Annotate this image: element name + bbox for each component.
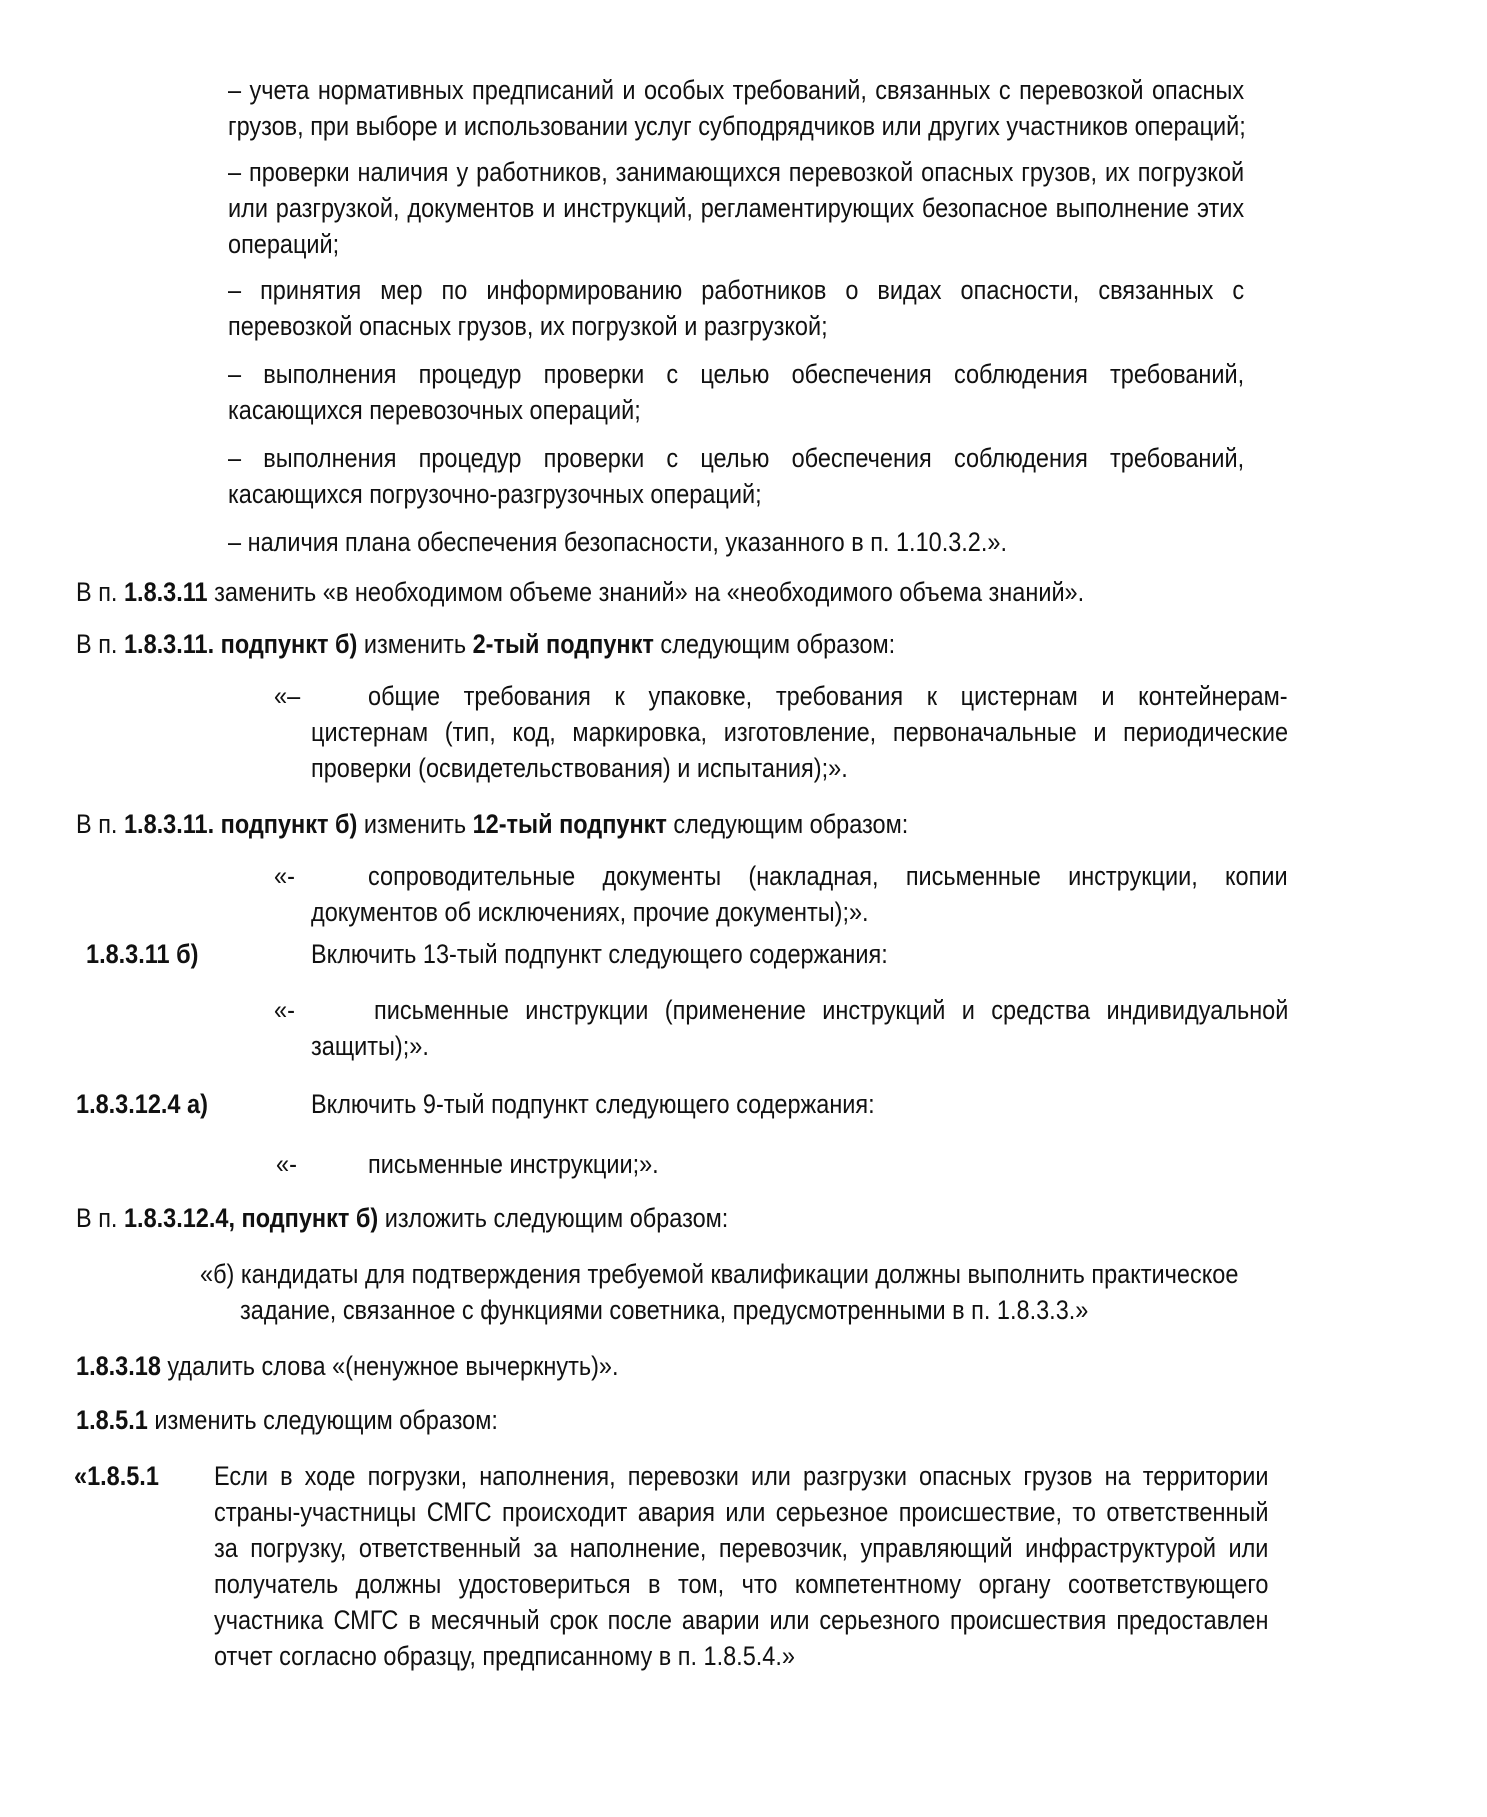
amendment-8-para-line-1: Если в ходе погрузки, наполнения, перевозки или разгрузки опасных грузов на территории xyxy=(214,1461,1269,1491)
amendment-8-para-line-2: страны-участницы СМГС происходит авария или серьезное происшествие, то ответственный xyxy=(214,1497,1269,1527)
amendment-2-prefix: В п. xyxy=(76,629,124,659)
bullet-3-line-2: перевозкой опасных грузов, их погрузкой и разгрузкой; xyxy=(228,311,828,341)
amendment-6-quote-line-2: задание, связанное с функциями советника, предусмотренными в п. 1.8.3.3.» xyxy=(240,1295,1089,1325)
amendment-2-quote-mark: «– xyxy=(274,681,301,711)
amendment-1-ref: 1.8.3.11 xyxy=(123,577,208,607)
amendment-4-quote-line-1: письменные инструкции (применение инструкций и средства индивидуальной xyxy=(374,995,1289,1025)
amendment-8-para-line-3: за погрузку, ответственный за наполнение, перевозчик, управляющий инфраструктурой или xyxy=(214,1533,1269,1563)
amendment-7 xyxy=(76,1348,618,1384)
amendment-3-ref: 1.8.3.11. подпункт б) xyxy=(123,809,358,839)
bullet-5-line-2: касающихся погрузочно-разгрузочных операций; xyxy=(228,479,762,509)
amendment-8-para-line-5: участника СМГС в месячный срок после аварии или серьезного происшествия предоставлен xyxy=(214,1605,1269,1635)
bullet-1-line-1: – учета нормативных предписаний и особых требований, связанных с перевозкой опасных xyxy=(228,75,1245,105)
bullet-1-line-2: грузов, при выборе и использовании услуг субподрядчиков или других участников операций; xyxy=(228,111,1246,141)
amendment-8-para-line-6: отчет согласно образцу, предписанному в п. 1.8.5.4.» xyxy=(214,1641,795,1671)
amendment-7-text: удалить слова «(ненужное вычеркнуть)». xyxy=(160,1351,619,1381)
amendment-3-prefix: В п. xyxy=(76,809,124,839)
amendment-2-sub: 2-тый подпункт xyxy=(472,629,654,659)
amendment-3-quote-line-2: документов об исключениях, прочие документы);». xyxy=(311,897,869,927)
amendment-6-heading xyxy=(76,1200,728,1236)
amendment-1 xyxy=(76,574,1084,610)
amendment-1-text: заменить «в необходимом объеме знаний» на «необходимого объема знаний». xyxy=(207,577,1085,607)
amendment-3-sub: 12-тый подпункт xyxy=(472,809,667,839)
amendment-6-quote-line-1: «б) кандидаты для подтверждения требуемой квалификации должны выполнить практическое xyxy=(200,1259,1239,1289)
amendment-4-text: Включить 13-тый подпункт следующего содержания: xyxy=(311,939,888,969)
amendment-2-suffix: следующим образом: xyxy=(653,629,896,659)
amendment-6-suffix: изложить следующим образом: xyxy=(378,1203,729,1233)
amendment-2-ref: 1.8.3.11. подпункт б) xyxy=(123,629,358,659)
amendment-3-mid: изменить xyxy=(357,809,473,839)
amendment-2-heading xyxy=(76,626,895,662)
amendment-5-ref: 1.8.3.12.4 а) xyxy=(76,1089,208,1119)
bullet-2-line-3: операций; xyxy=(228,229,340,259)
amendment-2-quote-line-2: цистернам (тип, код, маркировка, изготовление, первоначальные и периодические xyxy=(311,717,1289,747)
amendment-8-text: изменить следующим образом: xyxy=(147,1405,498,1435)
amendment-3-heading xyxy=(76,806,908,842)
bullet-5-line-1: – выполнения процедур проверки с целью обеспечения соблюдения требований, xyxy=(228,443,1245,473)
amendment-5-quote-mark: «- xyxy=(276,1149,297,1179)
amendment-4-quote-mark: «- xyxy=(274,995,295,1025)
amendment-1-prefix: В п. xyxy=(76,577,124,607)
amendment-4-ref: 1.8.3.11 б) xyxy=(86,939,199,969)
amendment-6-prefix: В п. xyxy=(76,1203,124,1233)
amendment-8-para-line-4: получатель должны удостовериться в том, что компетентному органу соответствующего xyxy=(214,1569,1269,1599)
amendment-8-heading xyxy=(76,1402,498,1438)
amendment-5-quote-line-1: письменные инструкции;». xyxy=(368,1149,659,1179)
bullet-2-line-1: – проверки наличия у работников, занимающихся перевозкой опасных грузов, их погрузкой xyxy=(228,157,1245,187)
amendment-6-ref: 1.8.3.12.4, подпункт б) xyxy=(123,1203,379,1233)
amendment-2-quote-line-3: проверки (освидетельствования) и испытания);». xyxy=(311,753,848,783)
amendment-8-ref: 1.8.5.1 xyxy=(76,1405,148,1435)
amendment-3-quote-line-1: сопроводительные документы (накладная, письменные инструкции, копии xyxy=(368,861,1288,891)
amendment-4-quote-line-2: защиты);». xyxy=(311,1031,429,1061)
amendment-3-quote-mark: «- xyxy=(274,861,295,891)
bullet-4-line-2: касающихся перевозочных операций; xyxy=(228,395,641,425)
amendment-2-quote-line-1: общие требования к упаковке, требования к цистернам и контейнерам- xyxy=(368,681,1288,711)
amendment-7-ref: 1.8.3.18 xyxy=(76,1351,161,1381)
amendment-2-mid: изменить xyxy=(357,629,473,659)
bullet-2-line-2: или разгрузкой, документов и инструкций, регламентирующих безопасное выполнение этих xyxy=(228,193,1245,223)
bullet-6-line-1: – наличия плана обеспечения безопасности, указанного в п. 1.10.3.2.». xyxy=(228,527,1007,557)
amendment-3-suffix: следующим образом: xyxy=(666,809,909,839)
amendment-5-text: Включить 9-тый подпункт следующего содержания: xyxy=(311,1089,875,1119)
amendment-8-para-ref: «1.8.5.1 xyxy=(74,1461,159,1491)
bullet-4-line-1: – выполнения процедур проверки с целью обеспечения соблюдения требований, xyxy=(228,359,1245,389)
bullet-3-line-1: – принятия мер по информированию работников о видах опасности, связанных с xyxy=(228,275,1245,305)
